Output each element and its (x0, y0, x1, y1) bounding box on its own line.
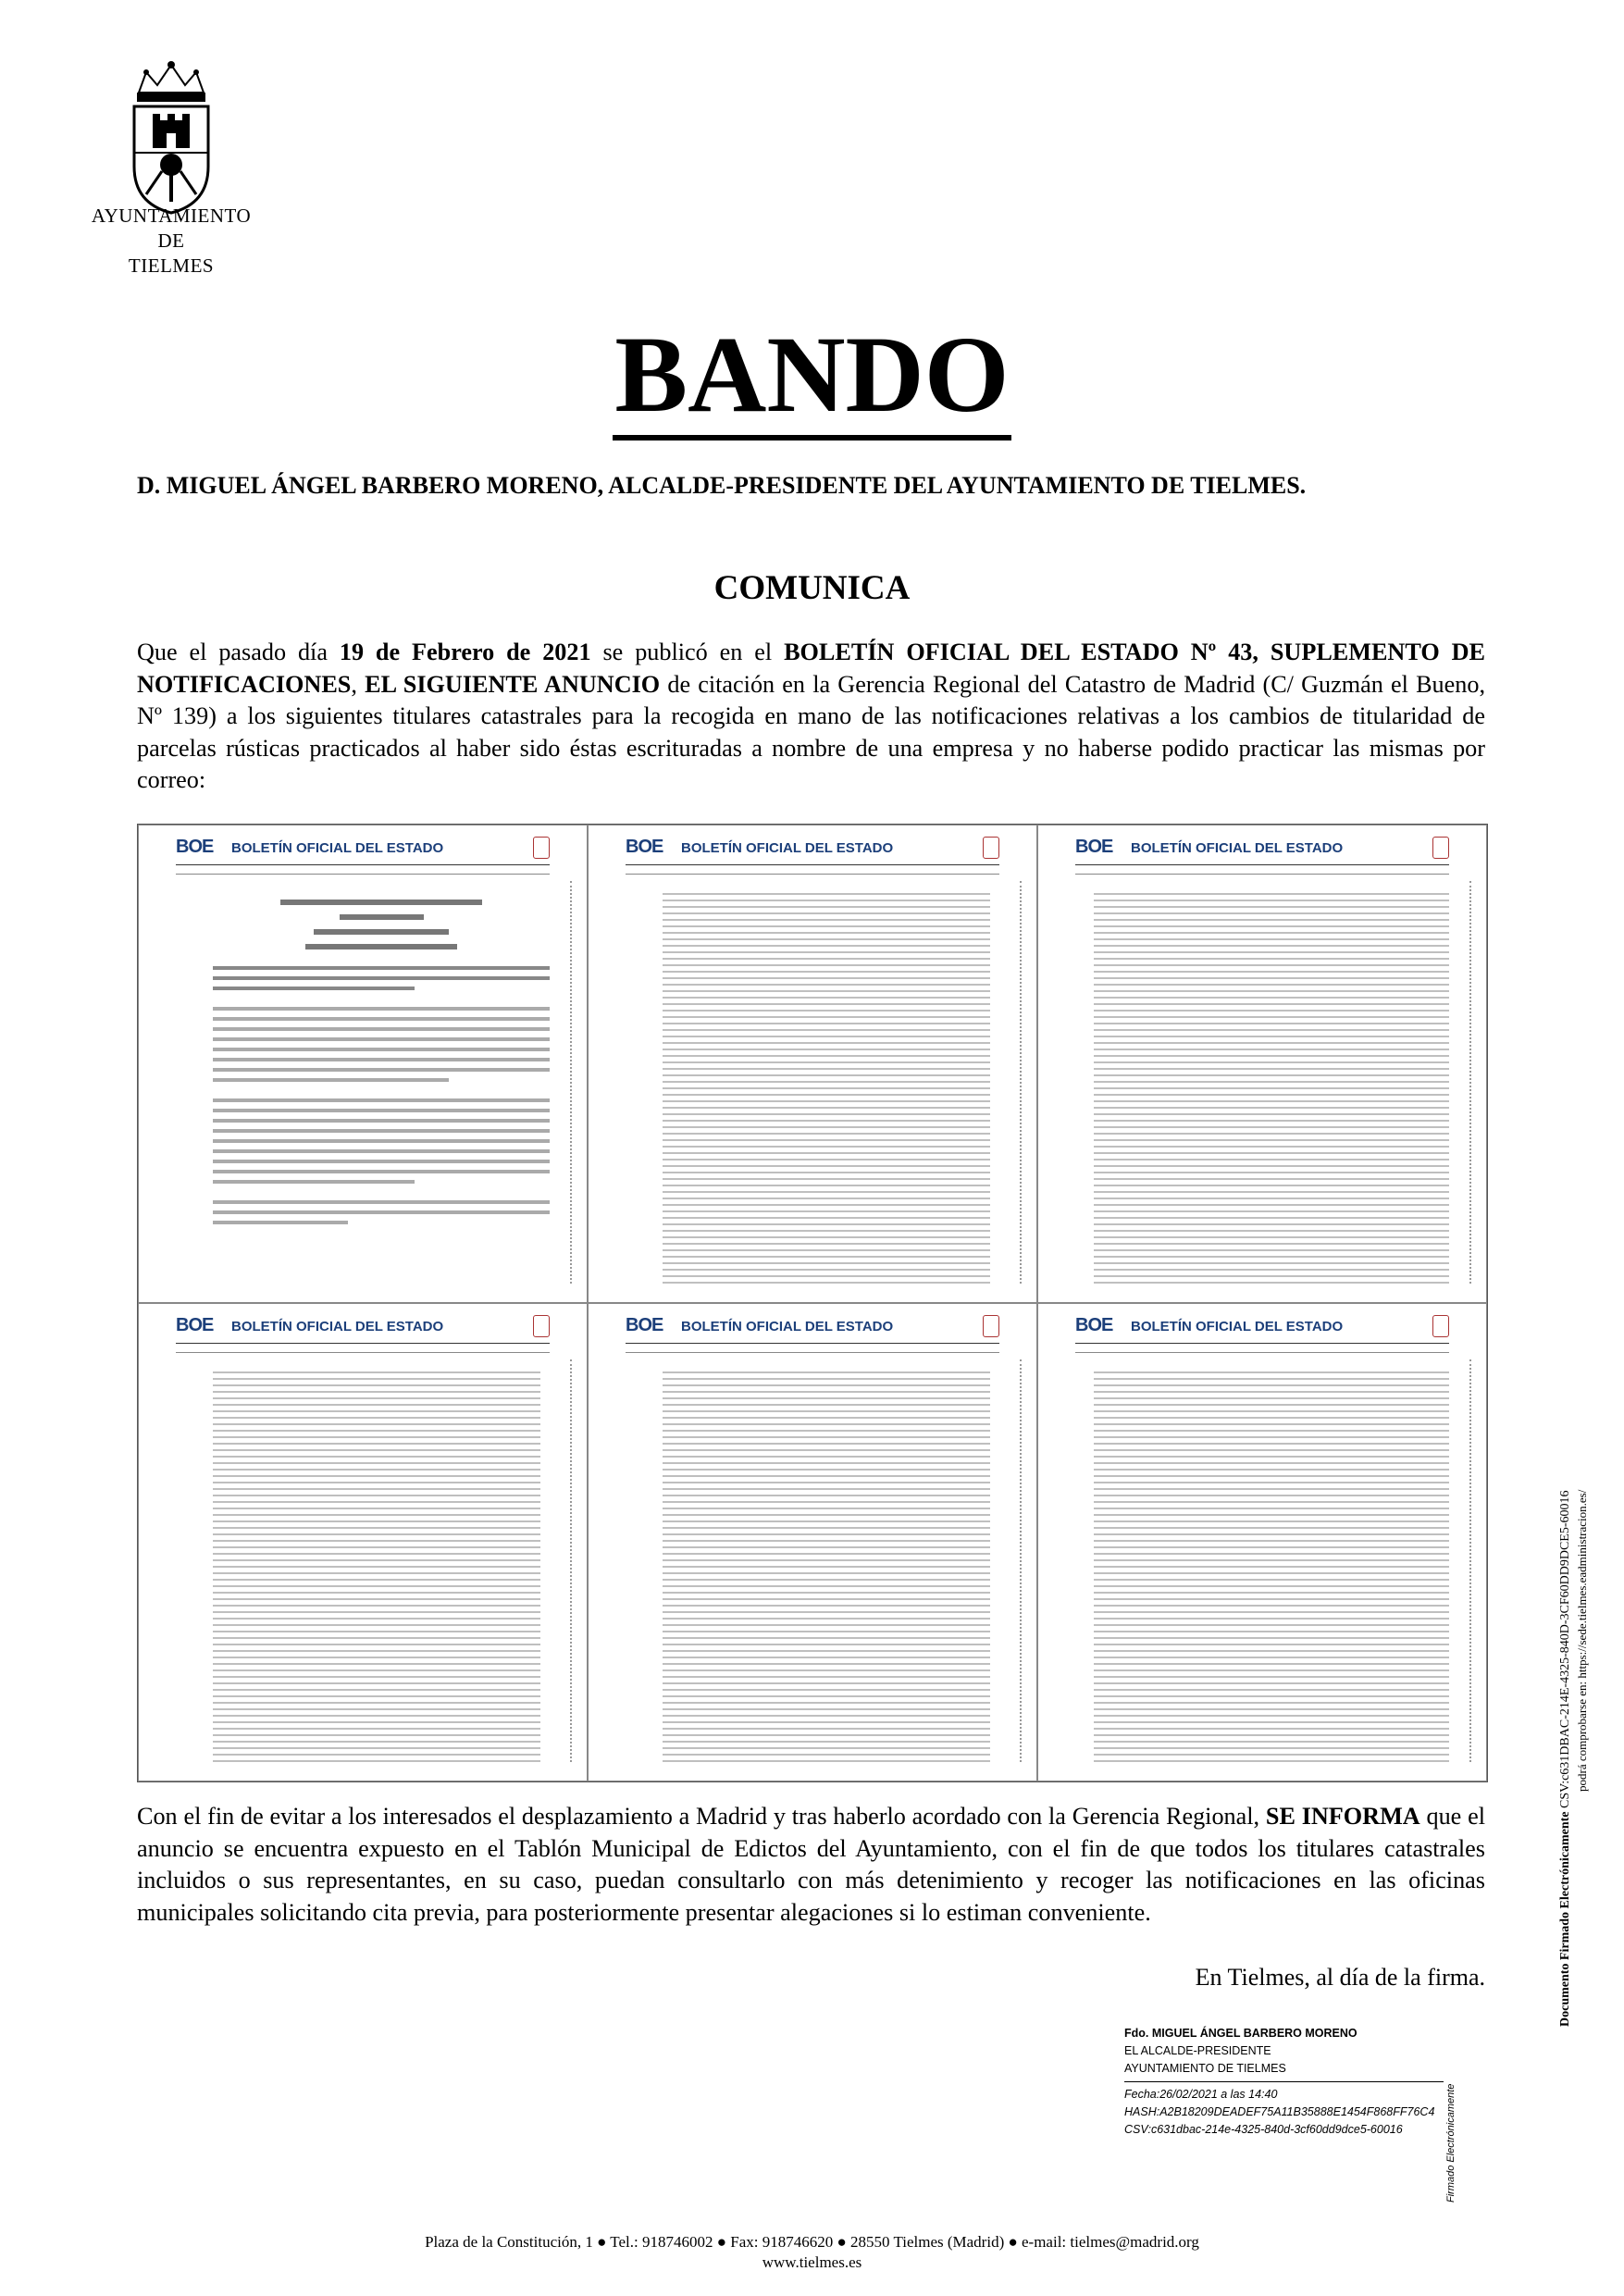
boe-table-rows (213, 1367, 540, 1766)
signature-hash: HASH:A2B18209DEADEF75A11B35888E1454F868FF76C4 (1124, 2105, 1435, 2118)
footer-website-link[interactable]: www.tielmes.es (762, 2253, 862, 2271)
verification-margin (1555, 1490, 1610, 2045)
boe-logo: BOE (1075, 837, 1113, 857)
boe-pages-grid (137, 824, 1488, 1782)
boe-name: BOLETÍN OFICIAL DEL ESTADO (1131, 1319, 1344, 1334)
boe-name: BOLETÍN OFICIAL DEL ESTADO (1131, 840, 1344, 856)
boe-logo: BOE (176, 1315, 214, 1335)
municipality-line: TIELMES (128, 254, 215, 277)
boe-page-thumbnail (1037, 825, 1487, 1303)
margin-signed-label: Documento Firmado Electrónicamente (1558, 1811, 1572, 2027)
boe-name: BOLETÍN OFICIAL DEL ESTADO (681, 840, 894, 856)
boe-logo: BOE (1075, 1315, 1113, 1335)
boe-page-thumbnail (588, 1303, 1037, 1781)
document-title: BANDO (0, 315, 1624, 435)
signer-line: D. MIGUEL ÁNGEL BARBERO MORENO, ALCALDE-PRESIDENTE DEL AYUNTAMIENTO DE TIELMES. (137, 472, 1307, 499)
municipality-name (56, 204, 287, 279)
boe-page-thumbnail (138, 825, 588, 1303)
paragraph-information: Con el fin de evitar a los interesados el desplazamiento a Madrid y tras haberlo acordado con la Gerencia Regional, SE INFORMA que el anuncio se encuentra expuesto en el Tablón Municipal de Edictos del Ayuntamiento, con el fin de que todos los titulares catastrales incluidos o sus representantes, en su caso, puedan consultarlo con más detenimiento y recoger las notificaciones en las oficinas municipales solicitando cita previa, para posteriormente presentar alegaciones si lo estiman conveniente. (137, 1803, 1485, 1926)
signer-role: EL ALCALDE-PRESIDENTE (1124, 2044, 1271, 2057)
boe-text-block (213, 900, 550, 1284)
boe-table-rows (663, 1367, 990, 1766)
margin-csv: CSV:c631DBAC-214E-4325-840D-3CF60DD9DCE5-60016 (1558, 1490, 1572, 1812)
coat-of-arms-icon (983, 837, 999, 859)
paragraph-announcement: Que el pasado día 19 de Febrero de 2021 se publicó en el BOLETÍN OFICIAL DEL ESTADO Nº 43, SUPLEMENTO DE NOTIFICACIONES, EL SIGUIENTE ANUNCIO de citación en la Gerencia Regional del Catastro de Madrid (C/ Guzmán el Bueno, Nº 139) a los siguientes titulares catastrales para la recogida en mano de las notificaciones relativas a los cambios de titularidad de parcelas rústicas practicados al haber sido éstas escrituradas a nombre de una empresa y no haberse podido practicar las mismas por correo: (137, 639, 1486, 793)
section-heading: COMUNICA (713, 569, 911, 607)
municipality-line: AYUNTAMIENTO (91, 205, 252, 227)
boe-name: BOLETÍN OFICIAL DEL ESTADO (231, 840, 444, 856)
boe-table-rows (1094, 1367, 1449, 1766)
coat-of-arms-icon (1432, 837, 1449, 859)
boe-table-rows (1094, 888, 1449, 1287)
boe-logo: BOE (626, 1315, 663, 1335)
coat-of-arms-icon (533, 1315, 550, 1337)
page-footer (0, 2232, 1624, 2273)
coat-of-arms-icon (1432, 1315, 1449, 1337)
signature-csv: CSV:c631dbac-214e-4325-840d-3cf60dd9dce5-60016 (1124, 2123, 1403, 2136)
signer-name: Fdo. MIGUEL ÁNGEL BARBERO MORENO (1124, 2027, 1357, 2040)
boe-name: BOLETÍN OFICIAL DEL ESTADO (231, 1319, 444, 1334)
signature-date: Fecha:26/02/2021 a las 14:40 (1124, 2088, 1278, 2101)
boe-logo: BOE (176, 837, 214, 857)
footer-address: Plaza de la Constitución, 1 ● Tel.: 918746002 ● Fax: 918746620 ● 28550 Tielmes (Madrid) ● e-mail: tielmes@madrid.org (425, 2233, 1199, 2251)
coat-of-arms-icon (983, 1315, 999, 1337)
signature-block (1124, 2025, 1444, 2139)
municipality-line: DE (157, 230, 185, 252)
closing-line: En Tielmes, al día de la firma. (1195, 1964, 1485, 1991)
boe-page-thumbnail (138, 1303, 588, 1781)
margin-verification-link[interactable]: podrá comprobarse en: https://sede.tielmes.eadministracion.es/ (1575, 1489, 1589, 1792)
boe-page-thumbnail (1037, 1303, 1487, 1781)
boe-name: BOLETÍN OFICIAL DEL ESTADO (681, 1319, 894, 1334)
signature-side-label: Firmado Electrónicamente (1445, 2083, 1457, 2203)
boe-table-rows (663, 888, 990, 1287)
coat-of-arms-icon (533, 837, 550, 859)
signer-org: AYUNTAMIENTO DE TIELMES (1124, 2062, 1286, 2075)
municipal-crest-icon (111, 56, 231, 217)
boe-page-thumbnail (588, 825, 1037, 1303)
boe-logo: BOE (626, 837, 663, 857)
